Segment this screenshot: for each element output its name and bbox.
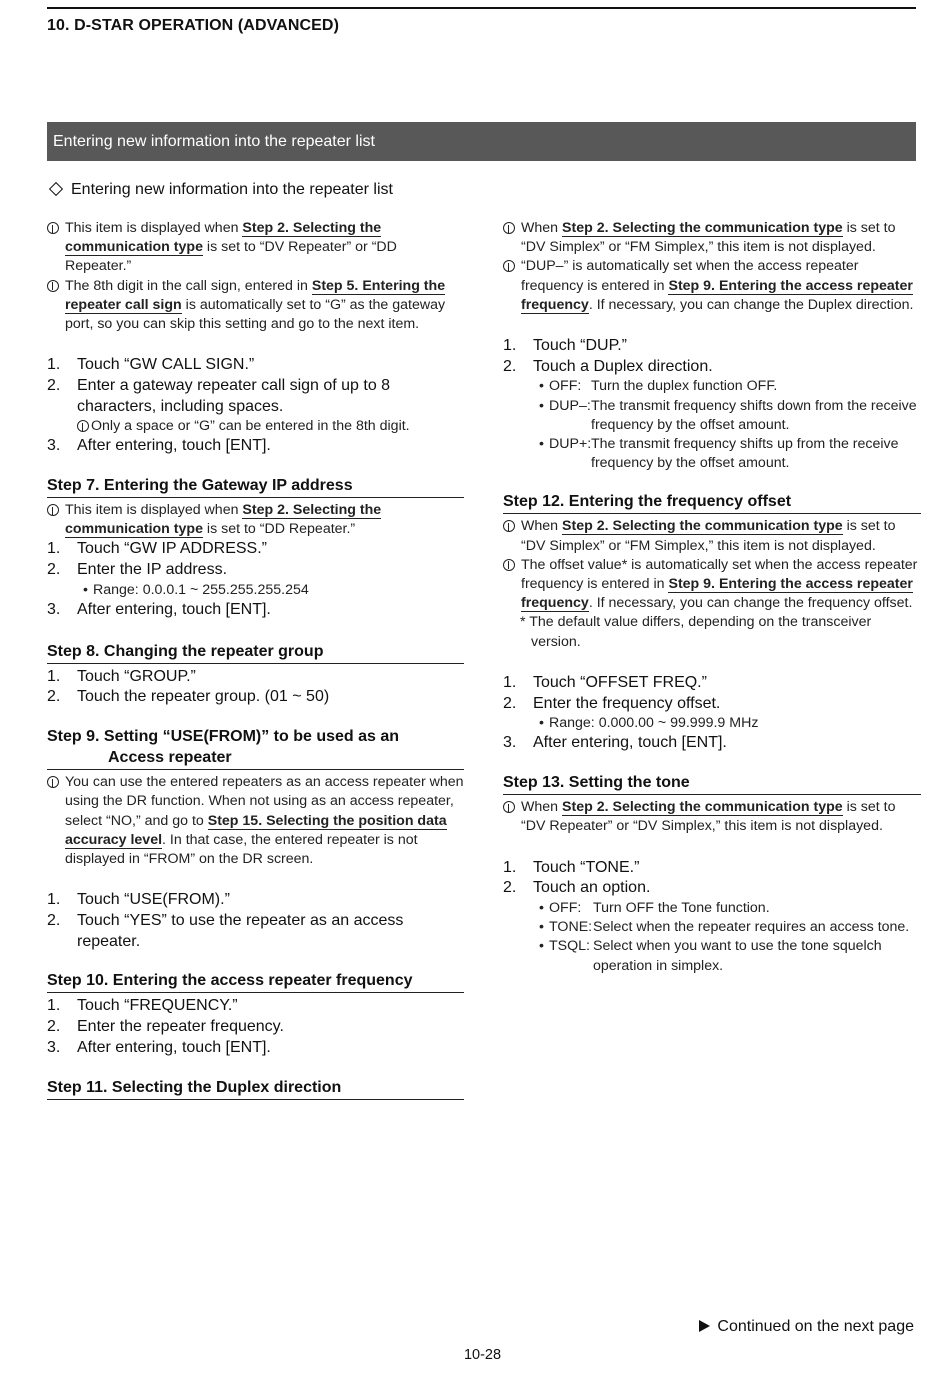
info-note: This item is displayed when Step 2. Selecting the communication type is set to “DD Repeater.” <box>47 501 464 539</box>
info-icon <box>503 559 515 571</box>
option-tsql: • TSQL: Select when you want to use the tone squelch operation in simplex. <box>533 937 921 975</box>
step-reference-link[interactable]: Step 2. Selecting the communication type <box>562 220 843 236</box>
step-reference-link[interactable]: Step 15. Selecting the position data accuracy level <box>65 812 447 848</box>
step12-heading: Step 12. Entering the frequency offset <box>503 491 921 514</box>
step12-steps <box>503 673 921 754</box>
info-note: Only a space or “G” can be entered in the 8th digit. <box>77 417 464 436</box>
info-icon <box>77 420 89 432</box>
step-reference-link[interactable]: Step 2. Selecting the communication type <box>65 502 382 538</box>
info-icon <box>47 504 59 516</box>
step9-heading: Step 9. Setting “USE(FROM)” to be used as an Access repeater <box>47 726 464 770</box>
info-note: The 8th digit in the call sign, entered in Step 5. Entering the repeater call sign is automatically set to “G” as the gateway port, so you can skip this setting and go to the next item. <box>47 277 464 335</box>
continued-next-page: Continued on the next page <box>699 1318 914 1336</box>
step-item: 2. Touch “YES” to use the repeater as an access repeater. <box>47 911 404 950</box>
info-icon <box>47 222 59 234</box>
step-item: 3. After entering, touch [ENT]. <box>47 437 271 455</box>
step-item: 1. Touch “GROUP.” <box>47 667 196 685</box>
step10-heading: Step 10. Entering the access repeater frequency <box>47 970 464 993</box>
info-note: When Step 2. Selecting the communication type is set to “DV Simplex” or “FM Simplex,” this item is not displayed. <box>503 219 921 257</box>
info-icon <box>503 520 515 532</box>
subheading <box>47 181 393 199</box>
option-dup-plus: • DUP+: The transmit frequency shifts up from the receive frequency by the offset amount. <box>533 435 921 473</box>
info-note: “DUP–” is automatically set when the access repeater frequency is entered in Step 9. Entering the access repeater frequency. If necessary, you can change the Duplex direction. <box>503 257 921 315</box>
step9-steps <box>47 890 464 952</box>
left-column <box>47 219 464 1103</box>
step13-heading: Step 13. Setting the tone <box>503 772 921 795</box>
info-icon <box>503 801 515 813</box>
step-item: 2. Enter the IP address. • Range: 0.0.0.1 ~ 255.255.255.254 <box>47 560 464 600</box>
info-icon <box>47 280 59 292</box>
info-note: When Step 2. Selecting the communication type is set to “DV Simplex” or “FM Simplex,” this item is not displayed. <box>503 517 921 555</box>
step-item: 2. Touch a Duplex direction. • OFF: Turn the duplex function OFF. • DUP–: The transmit frequency shifts down from the receive frequency by the offset amount. • DUP+: The transmit frequency shifts up from the receive frequency by the offset amount. <box>503 357 921 474</box>
step-reference-link[interactable]: Step 9. Entering the access repeater frequency <box>521 576 913 612</box>
option-tone: • TONE: Select when the repeater requires an access tone. <box>533 918 921 937</box>
range-bullet: • Range: 0.000.00 ~ 99.999.9 MHz <box>533 714 921 733</box>
step7-steps <box>47 539 464 620</box>
info-icon <box>47 776 59 788</box>
step-reference-link[interactable]: Step 2. Selecting the communication type <box>65 220 382 256</box>
step-reference-link[interactable]: Step 9. Entering the access repeater frequency <box>521 277 913 313</box>
top-rule <box>47 7 916 9</box>
step-reference-link[interactable]: Step 2. Selecting the communication type <box>562 518 843 535</box>
info-icon <box>503 260 515 272</box>
option-off: • OFF: Turn the duplex function OFF. <box>533 377 921 396</box>
step-item: 1. Touch “USE(FROM).” <box>47 891 230 909</box>
step-item: 2. Enter a gateway repeater call sign of up to 8 characters, including spaces. Only a space or “G” can be entered in the 8th digit. <box>47 376 464 436</box>
step-reference-link[interactable]: Step 5. Entering the repeater call sign <box>65 277 446 313</box>
step7-heading: Step 7. Entering the Gateway IP address <box>47 475 464 498</box>
step-item: 3. After entering, touch [ENT]. <box>47 601 271 619</box>
arrow-right-icon <box>699 1320 710 1332</box>
step-item: 1. Touch “OFFSET FREQ.” <box>503 673 707 691</box>
diamond-icon <box>49 182 63 196</box>
footnote: * The default value differs, depending on the transceiver version. <box>520 614 872 650</box>
info-note: When Step 2. Selecting the communication type is set to “DV Repeater” or “DV Simplex,” this item is not displayed. <box>503 798 921 836</box>
gw-call-sign-steps <box>47 355 464 457</box>
step-item: 2. Touch the repeater group. (01 ~ 50) <box>47 688 330 706</box>
step13-steps <box>503 858 921 976</box>
step-item: 1. Touch “TONE.” <box>503 858 640 876</box>
info-note: You can use the entered repeaters as an access repeater when using the DR function. When not using as an access repeater, select “NO,” and go to Step 15. Selecting the position data accuracy level. In that case, the entered repeater is not displayed in “FROM” on the DR screen. <box>47 773 464 869</box>
info-note: This item is displayed when Step 2. Selecting the communication type is set to “DV Repeater” or “DD Repeater.” <box>47 219 464 277</box>
step-item: 2. Touch an option. • OFF: Turn OFF the Tone function. • TONE: Select when the repeater requires an access tone. • TSQL: Select when you want to use the tone squelch operation in simplex. <box>503 878 921 976</box>
step11-heading: Step 11. Selecting the Duplex direction <box>47 1077 464 1100</box>
dup-steps <box>503 336 921 473</box>
step-item: 2. Enter the frequency offset. • Range: 0.000.00 ~ 99.999.9 MHz <box>503 694 921 734</box>
step8-steps <box>47 667 464 708</box>
step-item: 1. Touch “FREQUENCY.” <box>47 997 238 1015</box>
option-dup-minus: • DUP–: The transmit frequency shifts down from the receive frequency by the offset amount. <box>533 397 921 435</box>
step-reference-link[interactable]: Step 2. Selecting the communication type <box>562 799 843 816</box>
step-item: 1. Touch “GW CALL SIGN.” <box>47 356 255 374</box>
info-note: The offset value* is automatically set when the access repeater frequency is entered in Step 9. Entering the access repeater frequency. If necessary, you can change the frequency offset. <box>503 556 921 614</box>
range-bullet: • Range: 0.0.0.1 ~ 255.255.255.254 <box>77 581 464 600</box>
chapter-title: 10. D-STAR OPERATION (ADVANCED) <box>47 17 339 34</box>
page-number: 10-28 <box>463 1347 502 1363</box>
subheading-text: Entering new information into the repeater list <box>71 181 393 198</box>
info-icon <box>503 222 515 234</box>
step10-steps <box>47 996 464 1058</box>
step-item: 3. After entering, touch [ENT]. <box>47 1038 271 1056</box>
step-item: 1. Touch “DUP.” <box>503 337 627 355</box>
step-item: 1. Touch “GW IP ADDRESS.” <box>47 540 267 558</box>
step-item: 3. After entering, touch [ENT]. <box>503 734 727 752</box>
step8-heading: Step 8. Changing the repeater group <box>47 641 464 664</box>
section-banner: Entering new information into the repeater list <box>47 122 916 161</box>
right-column <box>503 219 921 976</box>
option-off: • OFF: Turn OFF the Tone function. <box>533 899 921 918</box>
step-item: 2. Enter the repeater frequency. <box>47 1017 284 1035</box>
